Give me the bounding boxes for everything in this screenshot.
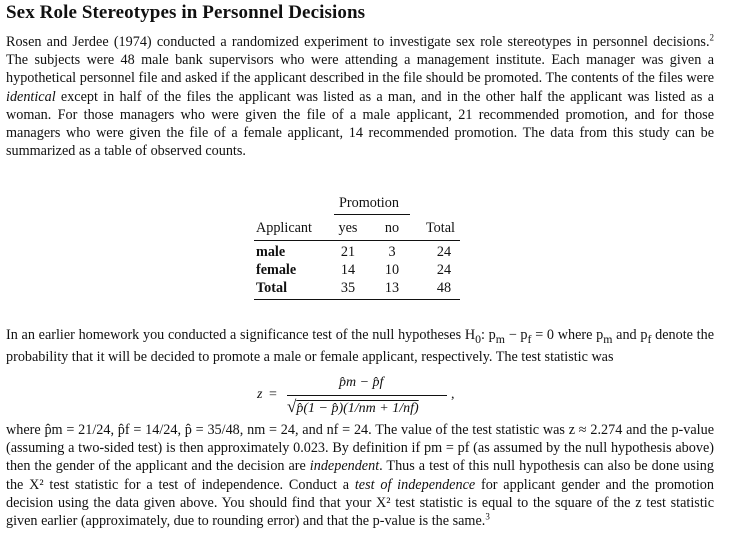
- group-header-promotion: Promotion: [339, 195, 399, 211]
- independence-text-2: . Thus a test of this null hypothesis can also be done using the X² test statistic for a test of independence. Conduct a: [6, 458, 714, 493]
- cell-female-yes: 14: [340, 262, 356, 278]
- intro-text-1: Rosen and Jerdee (1974) conducted a randomized experiment to investigate sex role stereotypes in personnel decisions.: [6, 34, 710, 50]
- cell-male-no: 3: [388, 244, 396, 260]
- formula-trail: ,: [451, 387, 455, 402]
- cell-total-yes: 35: [340, 280, 356, 296]
- col-header-no: no: [384, 220, 400, 236]
- cell-total-no: 13: [384, 280, 400, 296]
- hypothesis-text-3: − p: [504, 327, 528, 343]
- col-header-yes: yes: [338, 220, 358, 236]
- formula-denominator: p̂(1 − p̂)(1/nm + 1/nf): [296, 401, 419, 416]
- formula-denominator-wrap: [287, 397, 419, 417]
- formula-lhs: z: [257, 387, 263, 402]
- independence-text-1: where p̂m = 21/24, p̂f = 14/24, p̂ = 35/48, nm = 24, and nf = 24. The value of the test statistic was z ≈ 2.274 and the p-value (assuming a two-sided test) is then approximately 0.023. By definition if pm = pf (as assumed by the null hypothesis above) then the gender of the applicant and the decision are: [6, 422, 714, 475]
- row-label-male: male: [256, 244, 286, 260]
- formula-equals: =: [269, 387, 277, 402]
- header-rule: [254, 240, 460, 241]
- independence-text-3: for applicant gender and the promotion decision using the data given above. You should find that your X² test statistic is equal to the square of the z test statistic given earlier (approximately, due to rounding error) and that the p-value is the same.: [6, 476, 714, 530]
- cell-male-total: 24: [436, 244, 452, 260]
- independence-paragraph: [6, 421, 714, 530]
- intro-paragraph: [6, 33, 714, 160]
- col-header-applicant: Applicant: [256, 220, 312, 236]
- hypothesis-text-1: In an earlier homework you conducted a significance test of the null hypotheses H: [6, 327, 476, 343]
- cell-male-yes: 21: [340, 244, 356, 260]
- intro-text-2: The subjects were 48 male bank supervisors who were attending a management institute. Each manager was given a hypothetical personnel file and asked if the applicant described in the file should be promoted. The contents of the files were: [6, 52, 714, 87]
- cell-female-no: 10: [384, 262, 400, 278]
- h0-subscript: 0: [475, 331, 482, 346]
- independence-emphasis-2: test of independence: [354, 476, 476, 493]
- hypothesis-text-5: and p: [612, 327, 648, 343]
- intro-text-3: except in half of the files the applicant was listed as a man, and in the other half the applicant was listed as a woman. For those managers who were given the file of a male applicant, 21 recommended promotion, and for those managers who were given the file of a female applicant, 14 recommended promotion. The data from this study can be summarized as a table of observed counts.: [6, 88, 714, 160]
- col-header-total: Total: [426, 220, 455, 236]
- page-title: Sex Role Stereotypes in Personnel Decisions: [6, 2, 366, 23]
- hypothesis-text-2: : p: [481, 327, 496, 343]
- formula-numerator: p̂m − p̂f: [339, 375, 384, 390]
- sqrt-icon: √: [287, 397, 297, 416]
- footnote-marker-2: 2: [709, 32, 714, 43]
- independence-emphasis-1: independent: [309, 458, 380, 475]
- intro-emphasis: identical: [6, 88, 56, 105]
- footnote-marker-3: 3: [485, 511, 490, 522]
- test-statistic-formula: [257, 375, 467, 419]
- hypothesis-paragraph: In an earlier homework you conducted a significance test of the null hypotheses $H_0$: $p_m - p_f = 0$ where $p_m$ and $p_f$ denote the probability that it will be decided to promote a male or female applicant, respectively. The test statistic was: [6, 327, 714, 366]
- fraction-bar: [287, 395, 447, 396]
- row-label-total: Total: [256, 280, 288, 296]
- row-label-female: female: [256, 262, 297, 278]
- hypothesis-text-4: = 0 where p: [531, 327, 604, 343]
- cell-female-total: 24: [436, 262, 452, 278]
- group-header-rule: [334, 214, 410, 215]
- hypothesis-text-6: denote the probability that it will be decided to promote a male or female applicant, respectively. The test statistic was: [6, 327, 714, 366]
- bottom-rule: [254, 299, 460, 300]
- cell-total-total: 48: [436, 280, 452, 296]
